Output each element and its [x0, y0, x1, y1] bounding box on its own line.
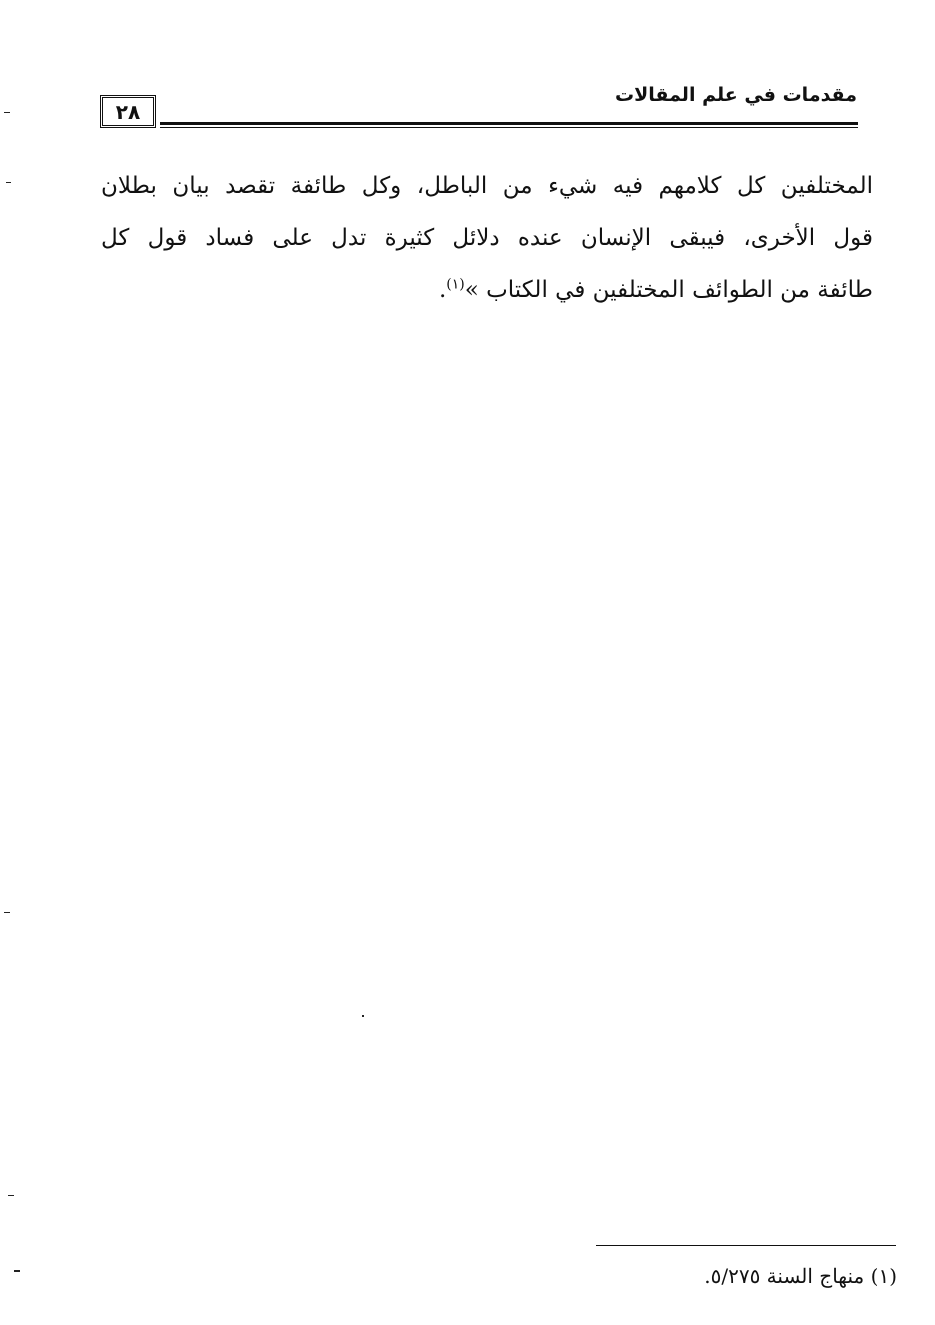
running-header-title: مقدمات في علم المقالات — [615, 84, 857, 106]
body-paragraph — [101, 160, 873, 316]
header-rule — [160, 122, 858, 125]
footnote-text: (١) منهاج السنة ٥/٢٧٥. — [704, 1264, 897, 1288]
header-rule-thin — [160, 127, 858, 128]
footnote-rule — [596, 1245, 896, 1246]
body-line-1: المختلفين كل كلامهم فيه شيء من الباطل، وكل طائفة تقصد بيان بطلان — [101, 173, 873, 199]
body-line-3-text: طائفة من الطوائف المختلفين في الكتاب » — [464, 277, 873, 303]
end-mark: . — [438, 277, 447, 303]
scan-speck — [362, 1015, 364, 1017]
scan-speck — [4, 912, 10, 913]
scan-speck — [14, 1270, 20, 1272]
scan-speck — [4, 112, 10, 113]
scan-speck — [8, 1195, 14, 1196]
body-line-2: قول الأخرى، فيبقى الإنسان عنده دلائل كثيرة تدل على فساد قول كل — [101, 225, 873, 251]
body-line-3 — [101, 264, 873, 316]
scan-speck — [6, 182, 11, 183]
footnote-reference: (١) — [446, 276, 465, 293]
page-number: ٢٨ — [100, 95, 156, 128]
